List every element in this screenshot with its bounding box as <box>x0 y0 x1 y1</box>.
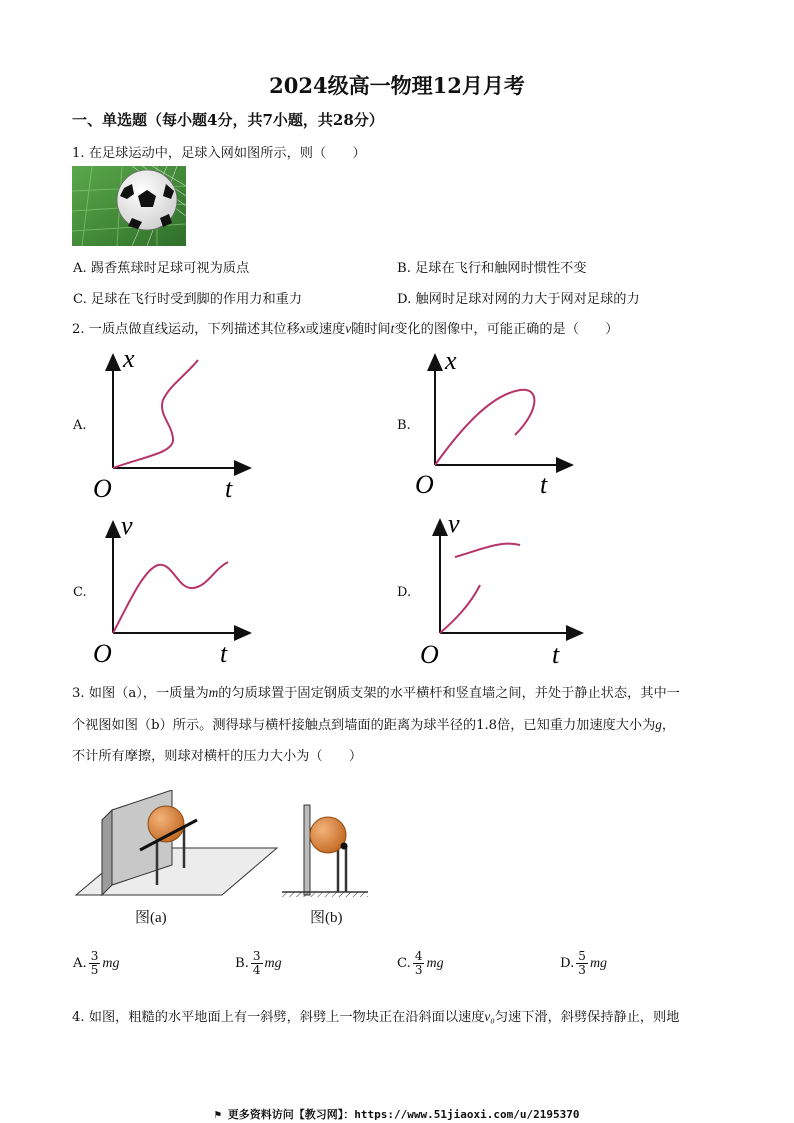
figure-a-caption: 图(a) <box>135 910 167 926</box>
graph-b-curve <box>435 390 534 465</box>
figure-a <box>72 790 282 900</box>
graph-a-origin: O <box>93 474 112 503</box>
graph-d <box>410 510 590 670</box>
graph-a-x-label: t <box>225 474 233 503</box>
question-3-line-1: 3. 如图（a），一质量为m的匀质球置于固定钢质支架的水平横杆和竖直墙之间，并处于静止状态，其中一 <box>72 685 680 701</box>
graph-d-origin: O <box>420 640 439 669</box>
q1-option-a: A. 踢香蕉球时足球可视为质点 <box>73 261 250 276</box>
q1-option-b: B. 足球在飞行和触网时惯性不变 <box>397 261 587 276</box>
graph-c <box>88 510 258 670</box>
flag-icon: ⚑ <box>214 1108 228 1121</box>
graph-d-y-label: v <box>448 510 460 538</box>
graph-b-x-label: t <box>540 470 548 499</box>
graph-b-y-label: x <box>445 346 457 375</box>
figure-b-caption: 图(b) <box>310 910 343 926</box>
question-3-line-3: 不计所有摩擦，则球对横杆的压力大小为（ ） <box>72 749 363 764</box>
graph-b <box>410 345 580 505</box>
graph-c-origin: O <box>93 639 112 668</box>
graph-a-y-label: x <box>123 345 135 373</box>
q3-option-a: A. $\frac{3}{5}$ mg <box>73 949 120 977</box>
section-heading: 一、单选题（每小题4分，共7小题，共28分） <box>72 111 384 129</box>
soccer-ball-image <box>72 166 186 246</box>
graph-a <box>88 345 258 505</box>
q3-option-b: B. $\frac{3}{4}$ mg <box>235 949 282 977</box>
graph-c-label: C. <box>73 585 87 600</box>
q3-option-d: D. $\frac{5}{3}$ mg <box>560 949 608 977</box>
graph-d-curve-2 <box>455 544 520 557</box>
graph-c-x-label: t <box>220 639 228 668</box>
question-1-stem: 1. 在足球运动中，足球入网如图所示，则（ ） <box>72 146 366 161</box>
figure-b <box>280 800 370 900</box>
graph-d-curve-1 <box>440 585 480 633</box>
graph-a-label: A. <box>73 418 87 433</box>
graph-d-label: D. <box>397 585 412 600</box>
q1-option-d: D. 触网时足球对网的力大于网对足球的力 <box>397 292 640 307</box>
question-2-stem: 2. 一质点做直线运动，下列描述其位移x或速度v随时间t变化的图像中，可能正确的是（ ） <box>72 321 619 337</box>
question-4-stem: 4. 如图，粗糙的水平地面上有一斜劈，斜劈上一物块正在沿斜面以速度v₀匀速下滑，斜劈保持静止，则地 <box>72 1009 680 1025</box>
question-3-line-2: 个视图如图（b）所示。测得球与横杆接触点到墙面的距离为球半径的1.8倍，已知重力加速度大小为g， <box>72 717 676 733</box>
q1-option-c: C. 足球在飞行时受到脚的作用力和重力 <box>73 292 303 307</box>
graph-c-y-label: v <box>121 511 133 540</box>
graph-b-origin: O <box>415 470 434 499</box>
graph-a-curve <box>113 360 198 468</box>
footer-link[interactable]: ⚑ 更多资料访问【教习网】：https://www.51jiaoxi.com/u/2195370 <box>214 1108 580 1121</box>
q3-option-c: C. $\frac{4}{3}$ mg <box>397 949 444 977</box>
graph-c-curve <box>113 562 228 633</box>
graph-b-label: B. <box>397 418 411 433</box>
graph-d-x-label: t <box>552 640 560 669</box>
page-title: 2024级高一物理12月月考 <box>269 73 525 98</box>
